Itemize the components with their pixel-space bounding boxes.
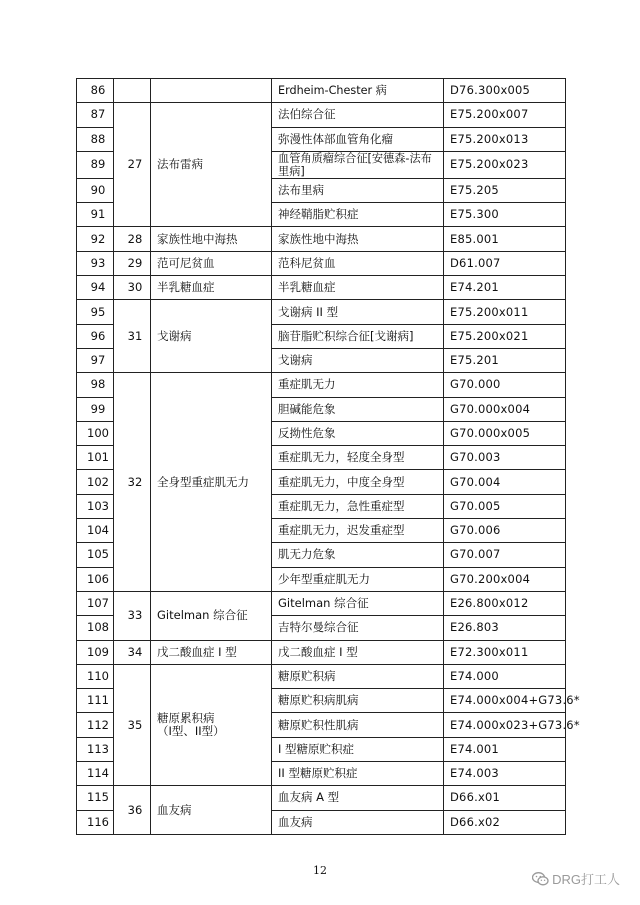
group-number: 36 — [114, 786, 151, 835]
row-number: 92 — [77, 227, 114, 251]
disease-name: 糖原累积病 （I型、II型） — [151, 664, 272, 785]
row-number: 102 — [77, 470, 114, 494]
diagnosis-name: 糖原贮积性肌病 — [272, 713, 444, 737]
diagnosis-name: I 型糖原贮积症 — [272, 737, 444, 761]
table-row — [77, 276, 566, 300]
diagnosis-code: E74.001 — [444, 737, 566, 761]
row-number: 87 — [77, 103, 114, 127]
group-number: 31 — [114, 300, 151, 373]
row-number: 97 — [77, 348, 114, 372]
row-number: 89 — [77, 151, 114, 178]
group-number: 28 — [114, 227, 151, 251]
disease-name: 戊二酸血症 I 型 — [151, 640, 272, 664]
watermark-text: DRG打工人 — [552, 872, 620, 887]
diagnosis-code: G70.000x004 — [444, 397, 566, 421]
diagnosis-name: II 型糖原贮积症 — [272, 762, 444, 786]
diagnosis-code: D61.007 — [444, 251, 566, 275]
diagnosis-name: 神经鞘脂贮积症 — [272, 203, 444, 227]
diagnosis-name: 脑苷脂贮积综合征[戈谢病] — [272, 324, 444, 348]
diagnosis-code: E75.300 — [444, 203, 566, 227]
diagnosis-name: 法布里病 — [272, 178, 444, 202]
diagnosis-name: 血友病 — [272, 810, 444, 834]
row-number: 88 — [77, 127, 114, 151]
row-number: 110 — [77, 664, 114, 688]
diagnosis-name: 吉特尔曼综合征 — [272, 616, 444, 640]
diagnosis-name: Erdheim-Chester 病 — [272, 79, 444, 103]
row-number: 99 — [77, 397, 114, 421]
disease-name — [151, 79, 272, 103]
diagnosis-code: G70.007 — [444, 543, 566, 567]
table-row — [77, 103, 566, 127]
group-number: 35 — [114, 664, 151, 785]
table-row — [77, 79, 566, 103]
disease-name: 半乳糖血症 — [151, 276, 272, 300]
diagnosis-code: E75.200x007 — [444, 103, 566, 127]
wechat-icon — [532, 872, 549, 886]
diagnosis-name: 重症肌无力，轻度全身型 — [272, 446, 444, 470]
diagnosis-name: 血管角质瘤综合征[安德森-法布里病] — [272, 151, 444, 178]
row-number: 101 — [77, 446, 114, 470]
row-number: 115 — [77, 786, 114, 810]
diagnosis-name: 家族性地中海热 — [272, 227, 444, 251]
diagnosis-code: E72.300x011 — [444, 640, 566, 664]
diagnosis-code: G70.000 — [444, 373, 566, 397]
diagnosis-name: 弥漫性体部血管角化瘤 — [272, 127, 444, 151]
disease-name: 法布雷病 — [151, 103, 272, 227]
diagnosis-code: G70.005 — [444, 494, 566, 518]
group-number: 29 — [114, 251, 151, 275]
diagnosis-name: 糖原贮积病肌病 — [272, 689, 444, 713]
diagnosis-name: 重症肌无力 — [272, 373, 444, 397]
watermark — [532, 869, 620, 888]
disease-name: 血友病 — [151, 786, 272, 835]
diagnosis-code: D66.x02 — [444, 810, 566, 834]
group-number — [114, 79, 151, 103]
diagnosis-code: E74.000 — [444, 664, 566, 688]
diagnosis-code: E74.201 — [444, 276, 566, 300]
row-number: 105 — [77, 543, 114, 567]
table-row — [77, 251, 566, 275]
diagnosis-code: E75.201 — [444, 348, 566, 372]
table-row — [77, 640, 566, 664]
group-number: 32 — [114, 373, 151, 592]
disease-name: 戈谢病 — [151, 300, 272, 373]
diagnosis-name: 肌无力危象 — [272, 543, 444, 567]
diagnosis-code: E26.800x012 — [444, 591, 566, 615]
row-number: 106 — [77, 567, 114, 591]
diagnosis-name: 重症肌无力，急性重症型 — [272, 494, 444, 518]
diagnosis-name: 胆碱能危象 — [272, 397, 444, 421]
row-number: 108 — [77, 616, 114, 640]
row-number: 96 — [77, 324, 114, 348]
diagnosis-code: E75.205 — [444, 178, 566, 202]
diagnosis-name: 糖原贮积病 — [272, 664, 444, 688]
row-number: 93 — [77, 251, 114, 275]
table-row — [77, 373, 566, 397]
diagnosis-name: 法伯综合征 — [272, 103, 444, 127]
diagnosis-name: 重症肌无力，中度全身型 — [272, 470, 444, 494]
diagnosis-name: Gitelman 综合征 — [272, 591, 444, 615]
diagnosis-name: 反拗性危象 — [272, 421, 444, 445]
row-number: 90 — [77, 178, 114, 202]
diagnosis-code: D76.300x005 — [444, 79, 566, 103]
diagnosis-code: G70.003 — [444, 446, 566, 470]
diagnosis-name: 少年型重症肌无力 — [272, 567, 444, 591]
group-number: 34 — [114, 640, 151, 664]
diagnosis-name: 戊二酸血症 I 型 — [272, 640, 444, 664]
diagnosis-name: 半乳糖血症 — [272, 276, 444, 300]
diagnosis-code: G70.006 — [444, 519, 566, 543]
group-number: 33 — [114, 591, 151, 640]
diagnosis-code: E75.200x013 — [444, 127, 566, 151]
row-number: 112 — [77, 713, 114, 737]
disease-name: 范可尼贫血 — [151, 251, 272, 275]
row-number: 103 — [77, 494, 114, 518]
diagnosis-code: G70.004 — [444, 470, 566, 494]
group-number: 27 — [114, 103, 151, 227]
table-row — [77, 786, 566, 810]
diagnosis-code: G70.200x004 — [444, 567, 566, 591]
diagnosis-name: 戈谢病 II 型 — [272, 300, 444, 324]
diagnosis-code: E74.000x004+G73.6* — [444, 689, 566, 713]
diagnosis-code: E75.200x023 — [444, 151, 566, 178]
diagnosis-code: D66.x01 — [444, 786, 566, 810]
diagnosis-name: 重症肌无力，迟发重症型 — [272, 519, 444, 543]
diagnosis-code: E74.003 — [444, 762, 566, 786]
page-number: 12 — [313, 864, 327, 877]
disease-name: 全身型重症肌无力 — [151, 373, 272, 592]
row-number: 94 — [77, 276, 114, 300]
row-number: 86 — [77, 79, 114, 103]
table-row — [77, 300, 566, 324]
disease-name: 家族性地中海热 — [151, 227, 272, 251]
diagnosis-name: 戈谢病 — [272, 348, 444, 372]
diagnosis-name: 范科尼贫血 — [272, 251, 444, 275]
group-number: 30 — [114, 276, 151, 300]
row-number: 113 — [77, 737, 114, 761]
row-number: 116 — [77, 810, 114, 834]
row-number: 100 — [77, 421, 114, 445]
diagnosis-code: E74.000x023+G73.6* — [444, 713, 566, 737]
disease-name: Gitelman 综合征 — [151, 591, 272, 640]
table-row — [77, 591, 566, 615]
row-number: 98 — [77, 373, 114, 397]
diagnosis-code: E75.200x021 — [444, 324, 566, 348]
row-number: 111 — [77, 689, 114, 713]
row-number: 107 — [77, 591, 114, 615]
disease-code-table — [76, 78, 580, 835]
table-row — [77, 227, 566, 251]
row-number: 109 — [77, 640, 114, 664]
diagnosis-name: 血友病 A 型 — [272, 786, 444, 810]
diagnosis-code: E85.001 — [444, 227, 566, 251]
diagnosis-code: G70.000x005 — [444, 421, 566, 445]
diagnosis-code: E26.803 — [444, 616, 566, 640]
table-row — [77, 664, 566, 688]
diagnosis-code: E75.200x011 — [444, 300, 566, 324]
row-number: 114 — [77, 762, 114, 786]
row-number: 91 — [77, 203, 114, 227]
row-number: 104 — [77, 519, 114, 543]
row-number: 95 — [77, 300, 114, 324]
